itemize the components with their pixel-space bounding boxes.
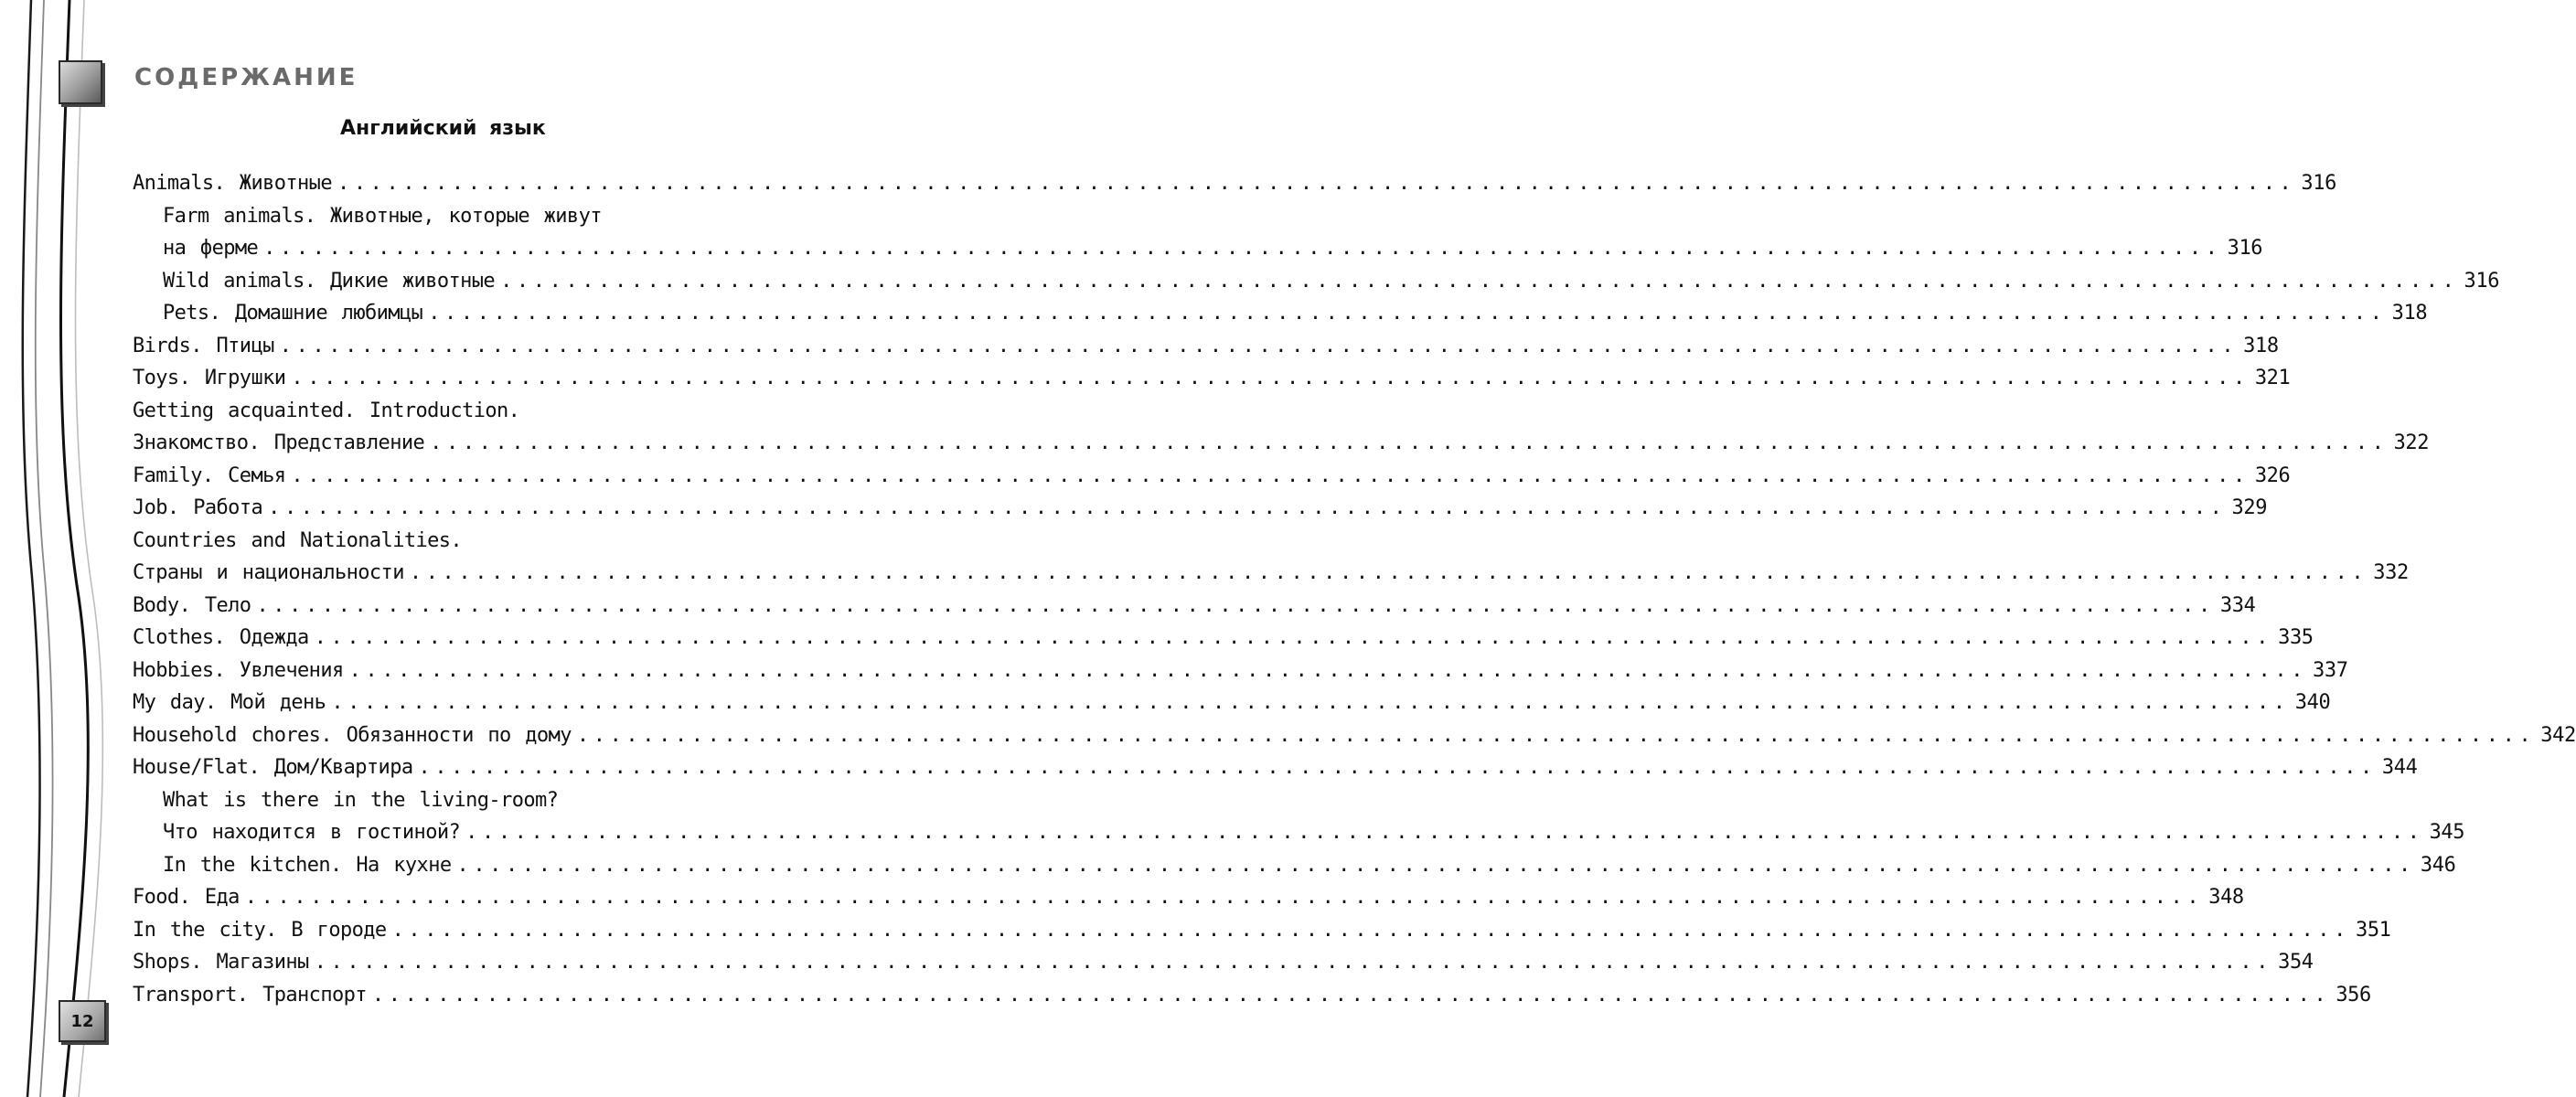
- dot-leader: ........................................................................................................................: [409, 561, 2368, 584]
- toc-entry-page: 351: [2355, 918, 2391, 942]
- toc-entry[interactable]: [133, 297, 2428, 330]
- toc-entry[interactable]: [133, 655, 2348, 687]
- toc-entry[interactable]: [133, 525, 754, 558]
- toc-entry-title: House/Flat. Дом/Квартира: [133, 756, 413, 779]
- dot-leader: ........................................................................................................................: [465, 821, 2424, 844]
- toc-entry[interactable]: [133, 167, 2336, 200]
- heading-square-icon: [59, 60, 102, 104]
- toc-entry[interactable]: [133, 784, 754, 817]
- toc-entry-title: на ферме: [163, 237, 259, 260]
- dot-leader: ........................................................................................................................: [456, 853, 2415, 877]
- toc-entry-title: Transport. Транспорт: [133, 983, 367, 1006]
- toc-entry[interactable]: [133, 362, 2291, 395]
- toc-entry[interactable]: [133, 914, 2391, 947]
- table-of-contents: [133, 167, 2576, 1011]
- toc-entry-title: My day. Мой день: [133, 691, 326, 714]
- toc-entry-title: Household chores. Обязанности по дому: [133, 723, 572, 747]
- toc-entry-page: 348: [2208, 886, 2244, 909]
- toc-entry-page: 318: [2391, 302, 2428, 325]
- toc-entry-title: Family. Семья: [133, 463, 286, 487]
- toc-entry[interactable]: [133, 849, 2456, 882]
- toc-entry-title: Страны и национальности: [133, 561, 404, 584]
- toc-entry-page: 344: [2381, 756, 2418, 779]
- toc-entry-page: 345: [2429, 821, 2465, 844]
- page-number-badge: [59, 1000, 106, 1042]
- dot-leader: ........................................................................................................................: [430, 431, 2389, 454]
- toc-entry-title: What is there in the living-room?: [163, 788, 559, 812]
- toc-entry[interactable]: [133, 979, 2371, 1012]
- toc-entry-page: 316: [2464, 269, 2500, 293]
- toc-entry[interactable]: [133, 881, 2244, 914]
- toc-entry-title: Animals. Животные: [133, 172, 332, 195]
- dot-leader: ........................................................................................................................: [256, 593, 2215, 617]
- toc-entry-page: 322: [2393, 431, 2430, 454]
- toc-entry[interactable]: [133, 492, 2268, 525]
- dot-leader: ........................................................................................................................: [279, 334, 2239, 357]
- dot-leader: ........................................................................................................................: [371, 983, 2331, 1006]
- dot-leader: ........................................................................................................................: [428, 302, 2387, 325]
- toc-entry-page: 346: [2420, 853, 2456, 877]
- dot-leader: ........................................................................................................................: [314, 626, 2273, 649]
- toc-entry[interactable]: [133, 622, 2314, 655]
- toc-entry[interactable]: [133, 265, 2500, 298]
- dot-leader: ........................................................................................................................: [314, 951, 2273, 974]
- dot-leader: ........................................................................................................................: [268, 496, 2227, 519]
- dot-leader: ........................................................................................................................: [348, 658, 2308, 682]
- toc-entry-title: Getting acquainted. Introduction.: [133, 399, 520, 422]
- toc-entry[interactable]: [133, 751, 2418, 784]
- toc-entry-page: 334: [2219, 593, 2256, 617]
- toc-entry[interactable]: [133, 687, 2331, 719]
- section-title: СОДЕРЖАНИЕ: [134, 64, 358, 91]
- toc-entry[interactable]: [133, 427, 2430, 460]
- toc-entry[interactable]: [133, 719, 2576, 752]
- toc-entry-page: 316: [2301, 172, 2336, 195]
- toc-entry[interactable]: [133, 460, 2291, 493]
- dot-leader: ........................................................................................................................: [244, 886, 2204, 909]
- toc-entry-title: Food. Еда: [133, 886, 240, 909]
- toc-entry-title: Countries and Nationalities.: [133, 528, 463, 552]
- dot-leader: ........................................................................................................................: [291, 367, 2250, 389]
- toc-entry-title: In the kitchen. На кухне: [163, 853, 452, 877]
- toc-entry[interactable]: [133, 330, 2279, 363]
- dot-leader: ........................................................................................................................: [391, 918, 2350, 942]
- dot-leader: ........................................................................................................................: [331, 691, 2290, 714]
- toc-entry[interactable]: [133, 395, 754, 428]
- dot-leader: ........................................................................................................................: [418, 756, 2377, 779]
- toc-entry[interactable]: [133, 590, 2256, 623]
- toc-entry-title: Знакомство. Представление: [133, 431, 425, 454]
- toc-entry-title: Pets. Домашние любимцы: [163, 302, 423, 325]
- toc-entry[interactable]: [133, 946, 2314, 979]
- section-subtitle: Английский язык: [340, 117, 546, 140]
- toc-entry-page: 356: [2336, 983, 2371, 1006]
- toc-entry-page: 335: [2278, 626, 2314, 649]
- toc-entry-title: Clothes. Одежда: [133, 626, 309, 649]
- toc-entry-title: In the city. В городе: [133, 918, 387, 942]
- toc-entry-title: Farm animals. Животные, которые живут: [163, 204, 602, 228]
- toc-entry-page: 342: [2540, 723, 2576, 747]
- page-number: 12: [70, 1011, 94, 1031]
- toc-entry[interactable]: [133, 232, 2263, 265]
- toc-entry-page: 332: [2373, 561, 2409, 584]
- toc-entry-title: Body. Тело: [133, 593, 251, 617]
- toc-entry-page: 316: [2227, 237, 2263, 260]
- toc-entry[interactable]: [133, 557, 2409, 590]
- toc-entry-title: Hobbies. Увлечения: [133, 658, 344, 682]
- toc-entry-title: Shops. Магазины: [133, 951, 309, 974]
- toc-entry-page: 337: [2313, 658, 2348, 682]
- toc-entry[interactable]: [133, 200, 754, 233]
- toc-entry-title: Birds. Птицы: [133, 334, 274, 357]
- toc-entry-title: Wild animals. Дикие животные: [163, 269, 496, 293]
- toc-entry-title: Toys. Игрушки: [133, 367, 286, 389]
- toc-entry-page: 354: [2278, 951, 2314, 974]
- toc-entry-page: 329: [2231, 496, 2268, 519]
- toc-entry-page: 340: [2294, 691, 2331, 714]
- toc-entry-page: 321: [2254, 367, 2291, 389]
- toc-entry-title: Job. Работа: [133, 496, 263, 519]
- toc-entry[interactable]: [133, 816, 2465, 849]
- dot-leader: ........................................................................................................................: [337, 172, 2296, 195]
- toc-entry-title: Что находится в гостиной?: [163, 821, 461, 844]
- toc-entry-page: 318: [2243, 334, 2279, 357]
- dot-leader: ........................................................................................................................: [500, 269, 2459, 293]
- dot-leader: ........................................................................................................................: [263, 237, 2222, 260]
- dot-leader: ........................................................................................................................: [291, 463, 2250, 487]
- toc-entry-page: 326: [2254, 463, 2291, 487]
- dot-leader: ........................................................................................................................: [576, 723, 2536, 747]
